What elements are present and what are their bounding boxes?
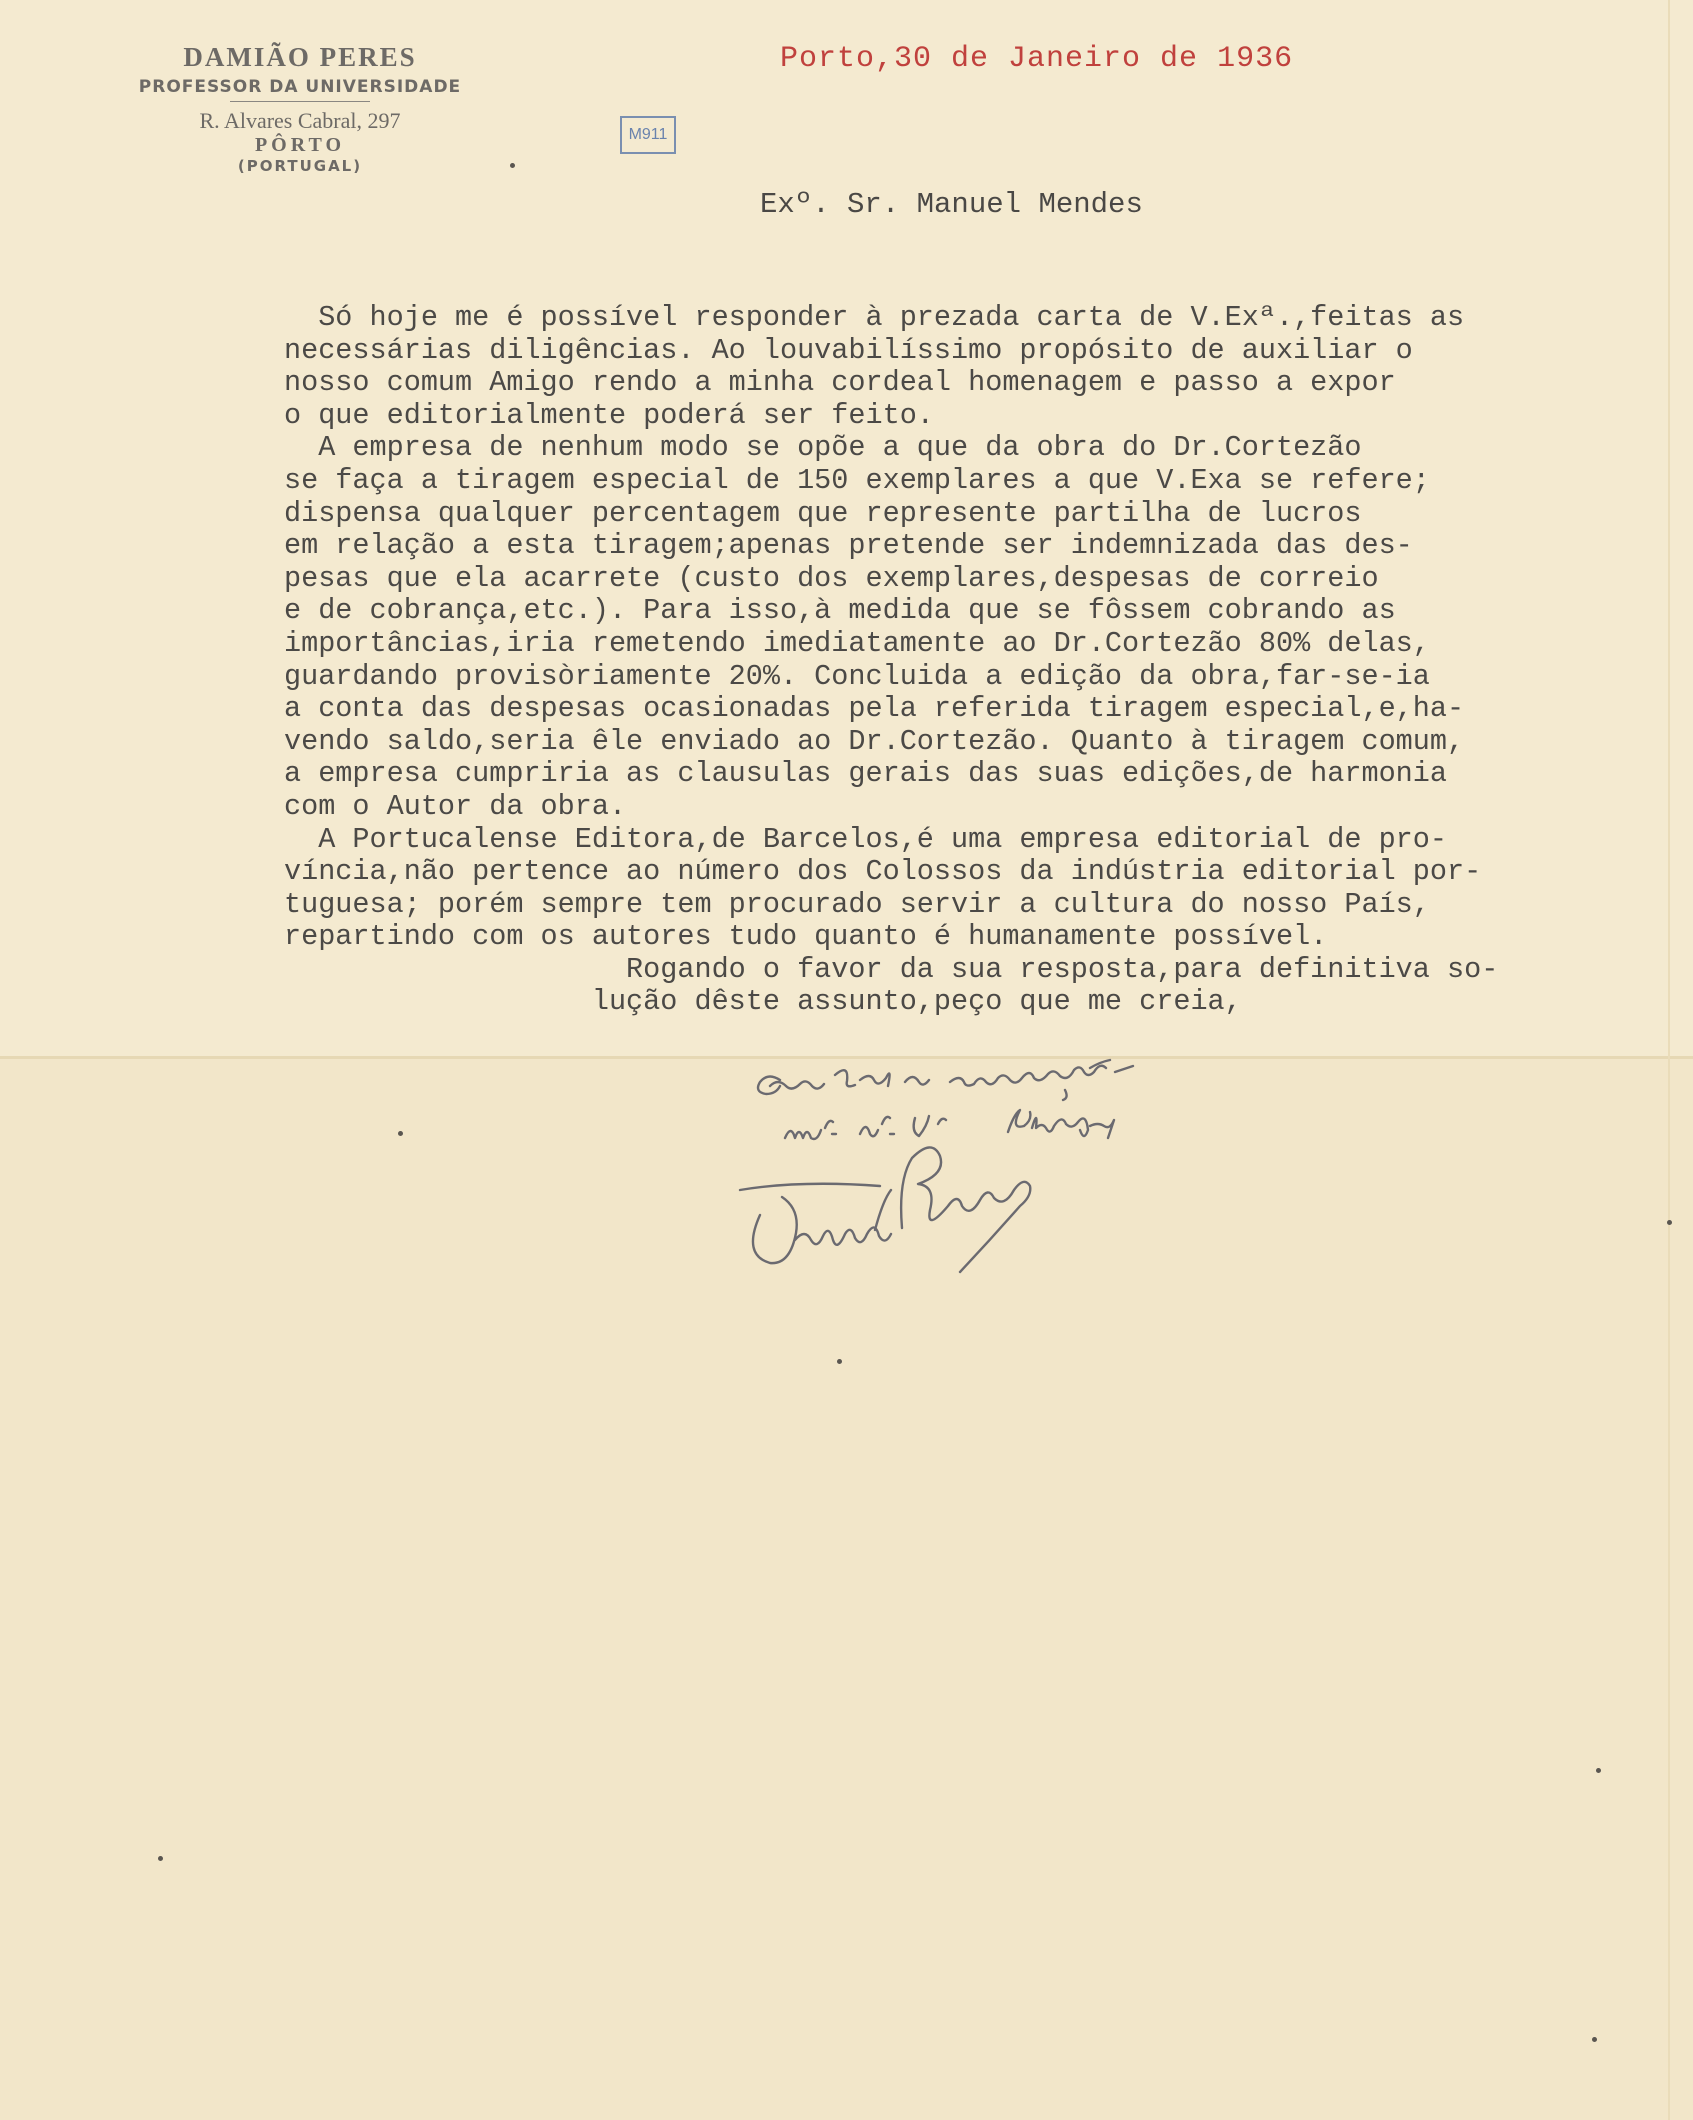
salutation: Exº. Sr. Manuel Mendes (760, 188, 1143, 221)
handwritten-closing-signature (620, 1040, 1340, 1300)
paper-speck (1667, 1220, 1672, 1225)
letter-body-line: e de cobrança,etc.). Para isso,à medida que se fôssem cobrando as (284, 594, 1396, 628)
letter-body-line: a empresa cumpriria as clausulas gerais das suas edições,de harmonia (284, 757, 1447, 791)
letterhead-city: PÔRTO (254, 134, 346, 156)
letter-body-line: nosso comum Amigo rendo a minha cordeal homenagem e passo a expor (284, 366, 1396, 400)
letter-body-line: o que editorialmente poderá ser feito. (284, 398, 934, 432)
letterhead (100, 42, 500, 175)
letter-body-line: A empresa de nenhum modo se opõe a que da obra do Dr.Cortezão (284, 431, 1362, 465)
letter-body-line: guardando provisòriamente 20%. Concluida a edição da obra,far-se-ia (284, 659, 1430, 693)
date-line: Porto,30 de Janeiro de 1936 (780, 42, 1294, 76)
letterhead-title: PROFESSOR DA UNIVERSIDADE (138, 77, 462, 97)
letter-body-line: a conta das despesas ocasionadas pela referida tiragem especial,e,ha- (284, 692, 1465, 726)
letter-body-line: Rogando o favor da sua resposta,para definitiva so- (284, 952, 1499, 986)
letter-body-line: Só hoje me é possível responder à prezada carta de V.Exª.,feitas as (284, 301, 1465, 334)
letter-body-line: A Portucalense Editora,de Barcelos,é uma empresa editorial de pro- (284, 822, 1447, 856)
paper-speck (1596, 1768, 1601, 1773)
letter-body-line: pesas que ela acarrete (custo dos exemplares,despesas de correio (284, 561, 1379, 595)
paper-speck (510, 163, 515, 168)
letter-body-line: com o Autor da obra. (284, 789, 627, 823)
letter-body-line: lução dêste assunto,peço que me creia, (284, 985, 1242, 1019)
letter-body-line: vendo saldo,seria êle enviado ao Dr.Cortezão. Quanto à tiragem comum, (284, 724, 1465, 758)
letterhead-country: (PORTUGAL) (237, 157, 363, 175)
letter-body-line: se faça a tiragem especial de 150 exemplares a que V.Exa se refere; (284, 463, 1430, 497)
letter-body-line: tuguesa; porém sempre tem procurado servir a cultura do nosso País, (284, 887, 1430, 921)
archive-stamp: M911 (620, 116, 676, 154)
letter-body-line: em relação a esta tiragem;apenas pretende ser indemnizada das des- (284, 529, 1413, 563)
letterhead-name: DAMIÃO PERES (183, 42, 417, 72)
letter-body-line: necessárias diligências. Ao louvabilíssimo propósito de auxiliar o (284, 333, 1413, 367)
paper-speck (398, 1131, 403, 1136)
paper-speck (837, 1359, 842, 1364)
letter-body-line: víncia,não pertence ao número dos Colossos da indústria editorial por- (284, 855, 1482, 889)
letter-body-line: repartindo com os autores tudo quanto é humanamente possível. (284, 920, 1328, 954)
letter-body-line: dispensa qualquer percentagem que represente partilha de lucros (284, 496, 1362, 530)
letter-body-line: importâncias,iria remetendo imediatamente ao Dr.Cortezão 80% delas, (284, 626, 1430, 660)
paper-speck (1592, 2037, 1597, 2042)
letter-body (284, 302, 1684, 1019)
letterhead-address: R. Alvares Cabral, 297 (199, 108, 401, 133)
paper-speck (158, 1856, 163, 1861)
letterhead-divider (230, 101, 370, 102)
